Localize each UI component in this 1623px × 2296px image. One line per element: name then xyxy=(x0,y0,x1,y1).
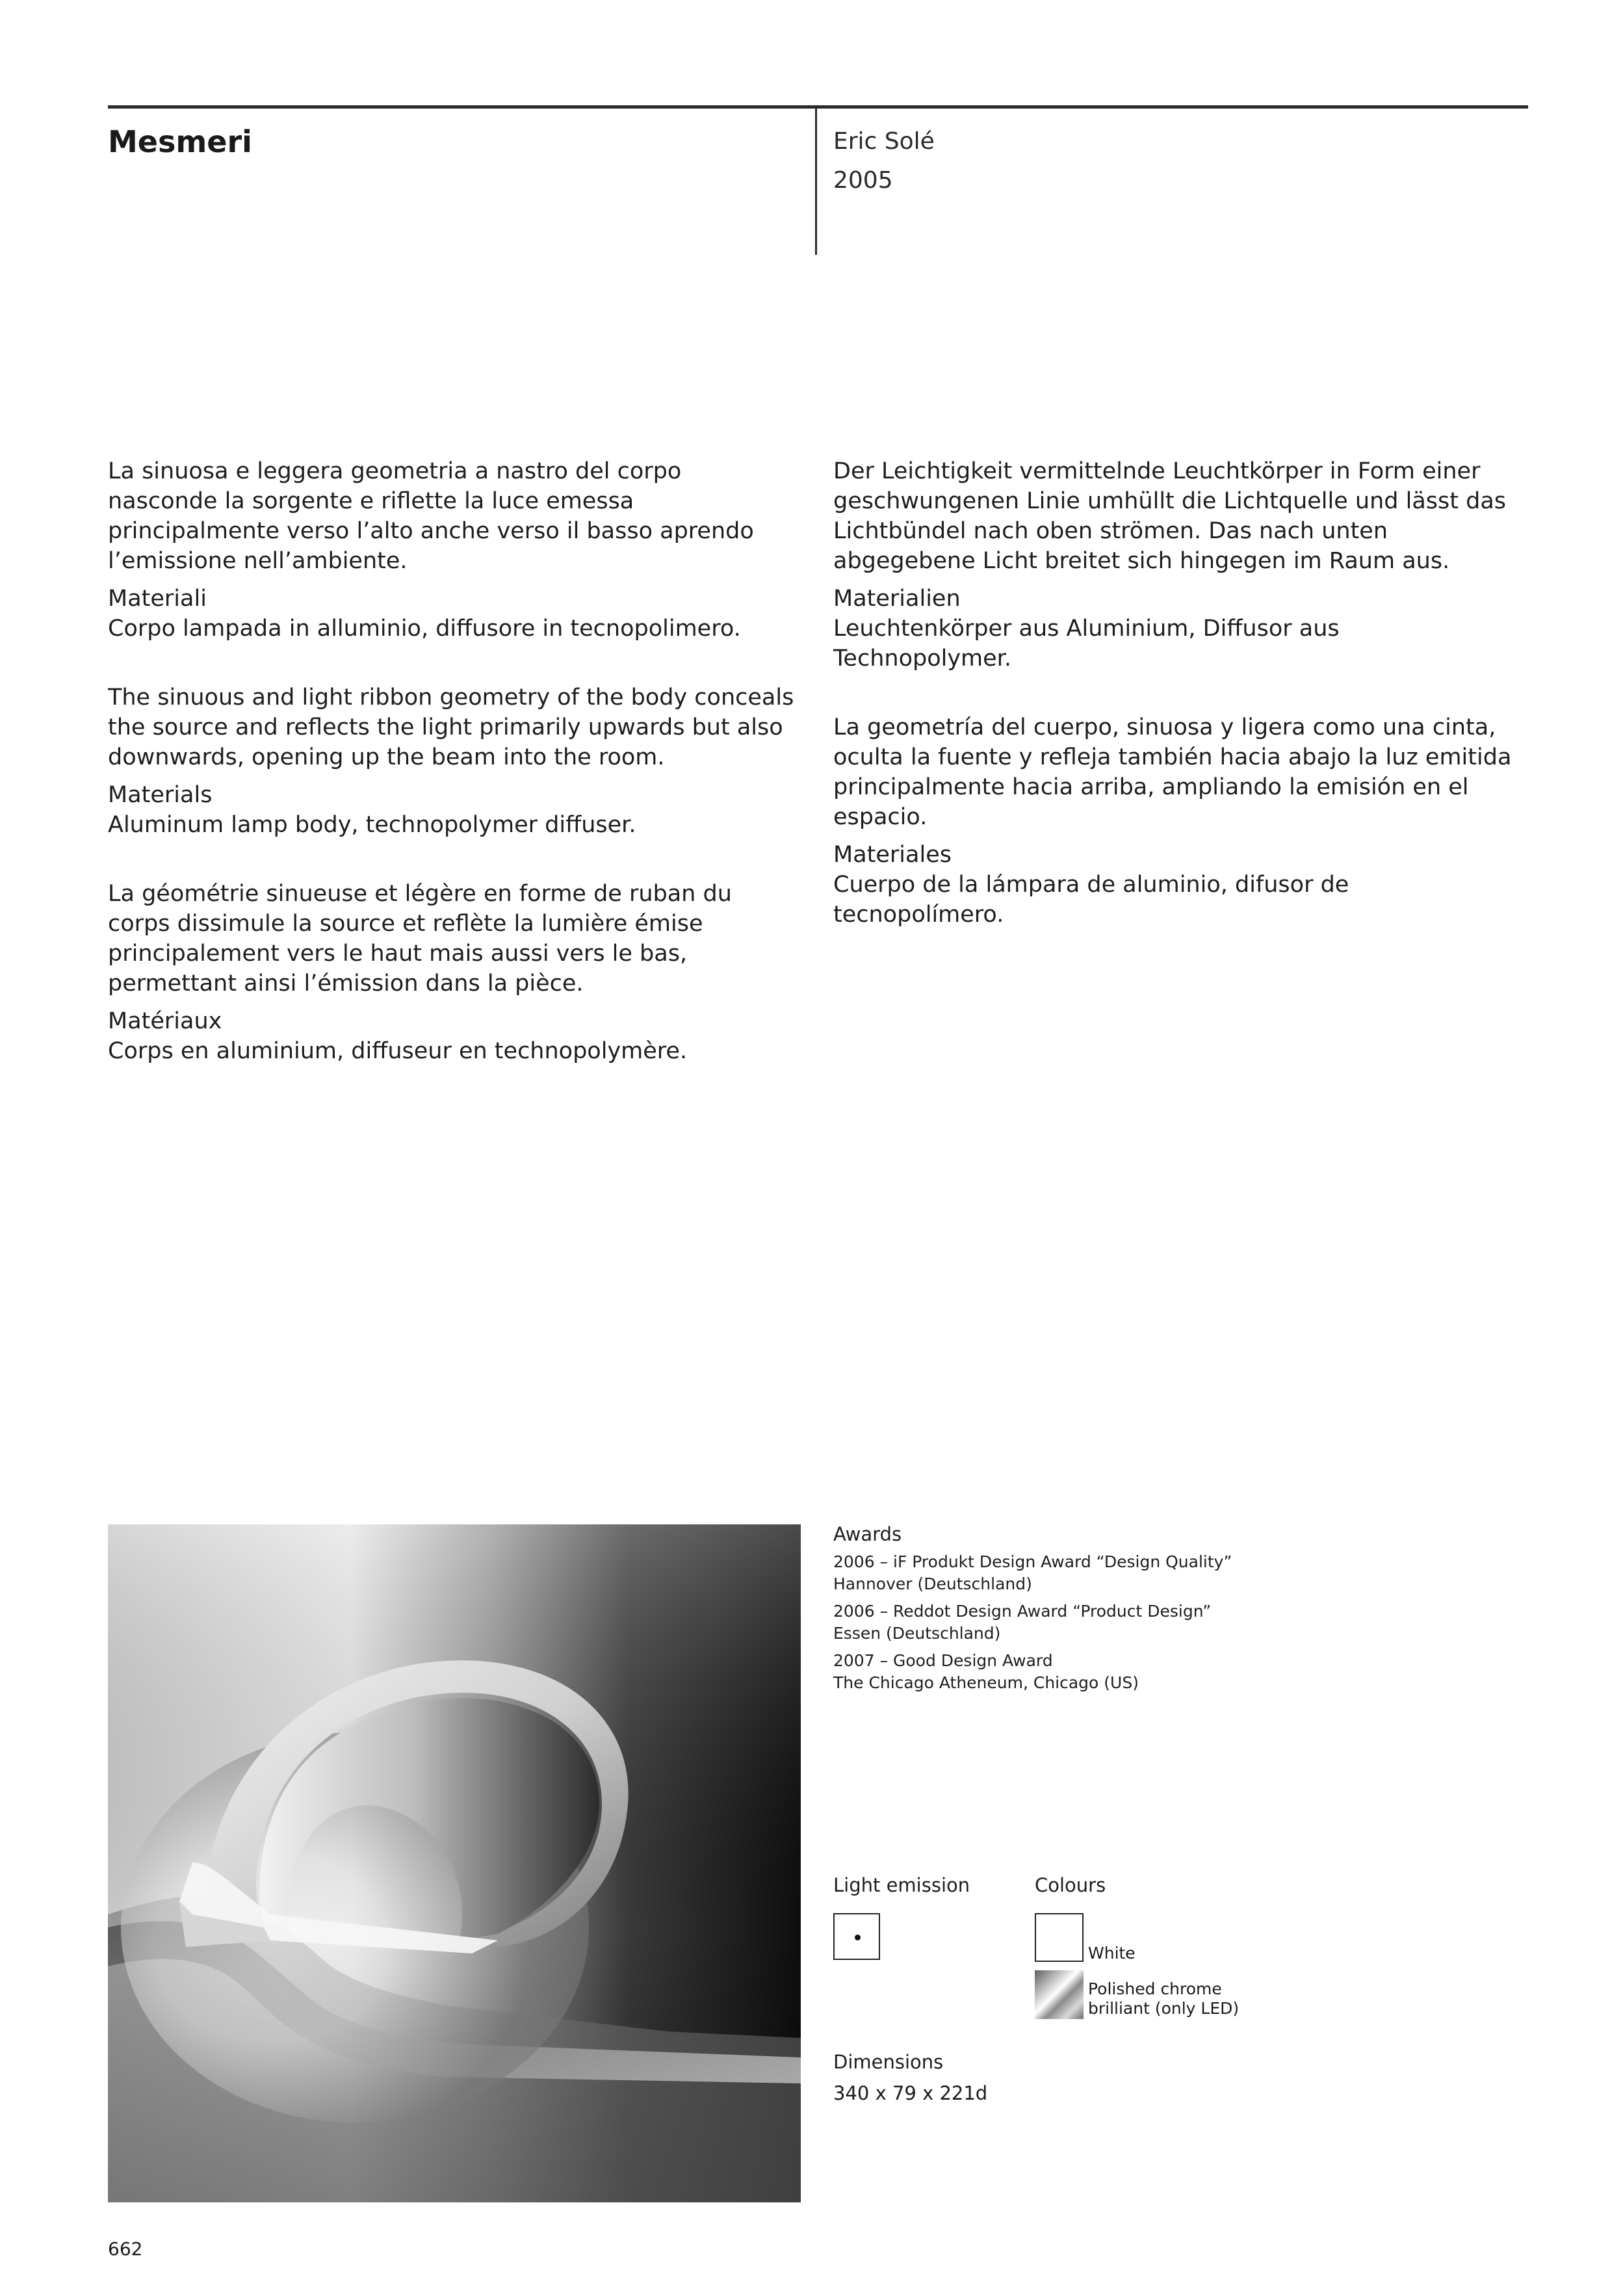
white-swatch-label: White xyxy=(1088,1944,1136,1963)
body-es: La geometría del cuerpo, sinuosa y ligera como una cinta, oculta la fuente y refleja también hacia abajo la luz emitida principalmente hacia arriba, ampliando la emisión en el espacio. xyxy=(833,714,1512,830)
materials-es: Cuerpo de la lámpara de aluminio, difusor de tecnopolímero. xyxy=(833,872,1349,928)
body-en: The sinuous and light ribbon geometry of the body conceals the source and reflects the light primarily upwards but also downwards, opening up the beam into the room. xyxy=(108,685,794,770)
designer-name: Eric Solé xyxy=(833,128,935,155)
award-location: The Chicago Atheneum, Chicago (US) xyxy=(833,1673,1139,1692)
awards-block xyxy=(833,1521,1353,1699)
chrome-label-line2: brilliant (only LED) xyxy=(1088,1999,1240,2018)
section-de xyxy=(833,456,1522,673)
light-emission-icon xyxy=(833,1913,880,1960)
description-left-column xyxy=(108,456,797,1105)
materials-de: Leuchtenkörper aus Aluminium, Diffusor aus Technopolymer. xyxy=(833,616,1340,672)
colours-label: Colours xyxy=(1035,1874,1106,1896)
light-emission-label: Light emission xyxy=(833,1874,970,1896)
design-year: 2005 xyxy=(833,167,893,194)
materials-en: Aluminum lamp body, technopolymer diffuser. xyxy=(108,812,636,838)
materials-label-fr: Matériaux xyxy=(108,1008,222,1034)
chrome-swatch xyxy=(1035,1970,1084,2019)
header-divider xyxy=(815,105,817,255)
materials-it: Corpo lampada in alluminio, diffusore in tecnopolimero. xyxy=(108,616,741,642)
description-right-column xyxy=(833,456,1522,969)
award-title: 2006 – Reddot Design Award “Product Design” xyxy=(833,1602,1212,1621)
chrome-label-line1: Polished chrome xyxy=(1088,1979,1222,1998)
materials-label-it: Materiali xyxy=(108,586,207,612)
section-fr xyxy=(108,879,797,1066)
chrome-swatch-label xyxy=(1088,1979,1283,2018)
body-fr: La géométrie sinueuse et légère en forme de ruban du corps dissimule la source et reflète la lumière émise principalement vers le haut mais aussi vers le bas, permettant ainsi l’émission dans la pièce. xyxy=(108,881,732,997)
award-location: Essen (Deutschland) xyxy=(833,1624,1001,1643)
body-de: Der Leichtigkeit vermittelnde Leuchtkörper in Form einer geschwungenen Linie umhüllt die Lichtquelle und lässt das Lichtbündel nach oben strömen. Das nach unten abgegebene Licht breitet sich hingegen im Raum aus. xyxy=(833,458,1507,574)
award-item xyxy=(833,1551,1353,1595)
designer-block xyxy=(833,122,935,200)
body-it: La sinuosa e leggera geometria a nastro del corpo nasconde la sorgente e riflette la luce emessa principalmente verso l’alto anche verso il basso aprendo l’emissione nell’ambiente. xyxy=(108,458,754,574)
page-number: 662 xyxy=(108,2238,143,2260)
materials-fr: Corps en aluminium, diffuseur en technopolymère. xyxy=(108,1038,688,1064)
product-photo xyxy=(108,1524,801,2202)
award-location: Hannover (Deutschland) xyxy=(833,1574,1032,1593)
awards-label: Awards xyxy=(833,1523,902,1545)
white-swatch xyxy=(1035,1913,1084,1962)
dimensions-label: Dimensions xyxy=(833,2051,944,2073)
award-item xyxy=(833,1650,1353,1694)
materials-label-de: Materialien xyxy=(833,586,961,612)
materials-label-en: Materials xyxy=(108,782,213,808)
header-rule xyxy=(108,105,1528,109)
section-es xyxy=(833,712,1522,930)
award-item xyxy=(833,1600,1353,1645)
dimensions-value: 340 x 79 x 221d xyxy=(833,2082,988,2104)
product-title: Mesmeri xyxy=(108,124,252,159)
award-title: 2006 – iF Produkt Design Award “Design Quality” xyxy=(833,1552,1232,1571)
section-en xyxy=(108,683,797,840)
light-source-dot-icon xyxy=(855,1935,861,1940)
section-it xyxy=(108,456,797,644)
award-title: 2007 – Good Design Award xyxy=(833,1651,1053,1670)
materials-label-es: Materiales xyxy=(833,842,952,868)
